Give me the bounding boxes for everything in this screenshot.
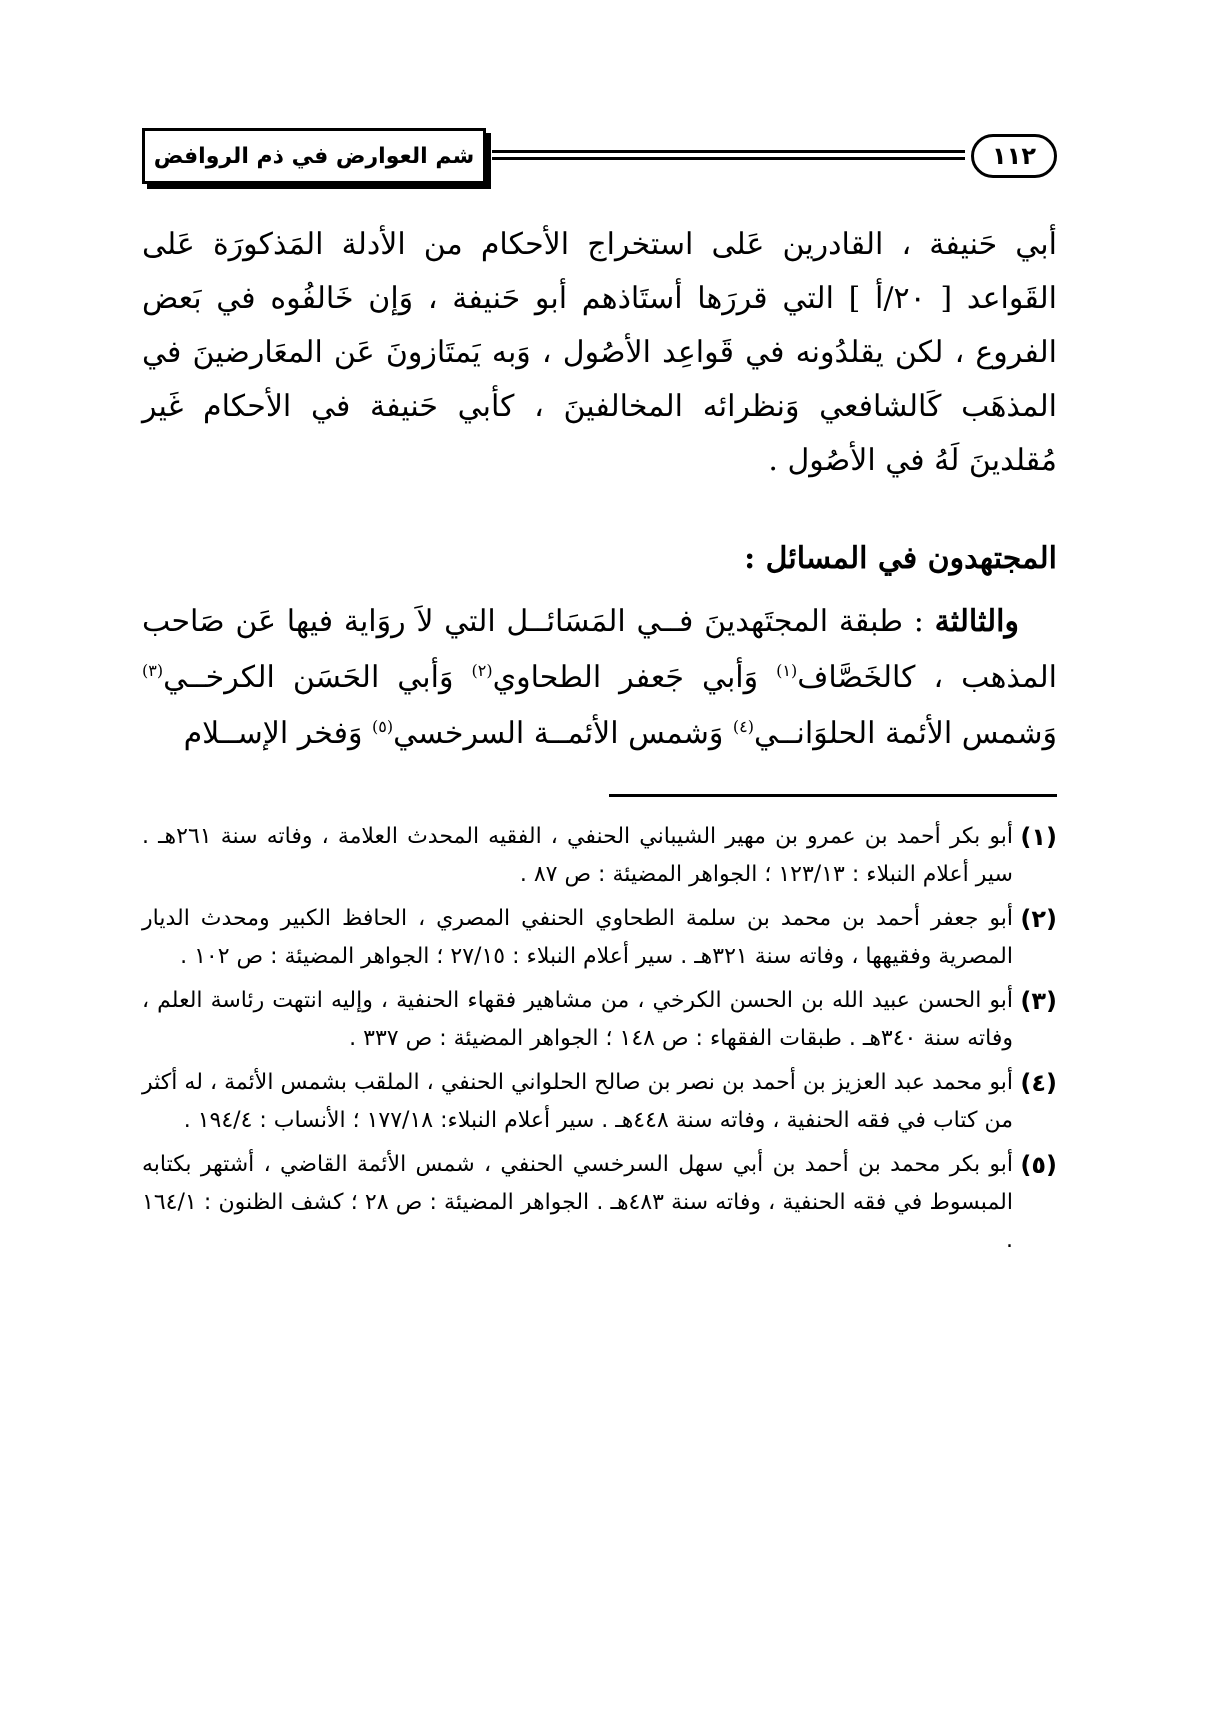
footnote: [142, 1146, 1057, 1260]
footnote-ref-1: (١): [776, 661, 798, 680]
running-title-box: [142, 128, 486, 184]
footnote-ref-2: (٢): [471, 661, 493, 680]
paragraph-2-part-3: وَأبي الحَسَن الكرخــي: [163, 660, 472, 695]
footnote-text: أبو بكر محمد بن أحمد بن أبي سهل السرخسي الحنفي ، شمس الأئمة القاضي ، أشتهر بكتابه المبسوط في فقه الحنفية ، وفاته سنة ٤٨٣هـ . الجواهر المضيئة : ص ٢٨ ؛ كشف الظنون : ١٦٤/١ .: [142, 1152, 1013, 1253]
page-number: ١١٢: [971, 134, 1057, 178]
section-heading: المجتهدون في المسائل :: [744, 541, 1057, 576]
footnote-text: أبو الحسن عبيد الله بن الحسن الكرخي ، من مشاهير فقهاء الحنفية ، وإليه انتهت رئاسة العلم ، وفاته سنة ٣٤٠هـ . طبقات الفقهاء : ص ١٤٨ ؛ الجواهر المضيئة : ص ٣٣٧ .: [142, 988, 1013, 1051]
footnote-ref-4: (٤): [732, 717, 754, 736]
footnote-text: أبو بكر أحمد بن عمرو بن مهير الشيباني الحنفي ، الفقيه المحدث العلامة ، وفاته سنة ٢٦١هـ . سير أعلام النبلاء : ١٢٣/١٣ ؛ الجواهر المضيئة : ص ٨٧ .: [142, 824, 1013, 887]
footnote-number: (٥): [1020, 1151, 1057, 1179]
footnote: [142, 1064, 1057, 1140]
header-double-rule: [492, 150, 965, 160]
footnote-number: (٤): [1020, 1069, 1057, 1097]
footnote: [142, 900, 1057, 976]
footnote-text: أبو محمد عبد العزيز بن أحمد بن نصر بن صالح الحلواني الحنفي ، الملقب بشمس الأئمة ، له أكثر من كتاب في فقه الحنفية ، وفاته سنة ٤٤٨هـ . سير أعلام النبلاء: ١٧٧/١٨ ؛ الأنساب : ١٩٤/٤ .: [142, 1070, 1013, 1133]
footnote-text: أبو جعفر أحمد بن محمد بن سلمة الطحاوي الحنفي المصري ، الحافظ الكبير ومحدث الديار المصرية وفقيهها ، وفاته سنة ٣٢١هـ . سير أعلام النبلاء : ٢٧/١٥ ؛ الجواهر المضيئة : ص ١٠٢ .: [142, 906, 1013, 969]
paragraph-2-part-1: : طبقة المجتَهدينَ فــي المَسَائــل التي لاَ روَاية فيها عَن صَاحب المذهب ، كالخَصَّاف: [142, 604, 1057, 695]
footnote-separator: [609, 794, 1057, 797]
footnote-number: (٢): [1020, 905, 1057, 933]
page-header: [142, 128, 1057, 190]
paragraph-1: أبي حَنيفة ، القادرين عَلى استخراج الأحكام من الأدلة المَذكورَة عَلى القَواعد [ ٢٠/أ ] التي قررَها أستَاذهم أبو حَنيفة ، وَإن خَالفُوه في بَعض الفروع ، لكن يقلدُونه في قَواعِد الأصُول ، وَبه يَمتَازونَ عَن المعَارضينَ في المذهَب كَالشافعي وَنظرائه المخالفينَ ، كأبي حَنيفة في الأحكام غَير مُقلدينَ لَهُ في الأصُول .: [142, 227, 1057, 478]
paragraph-lead-word: والثالثة: [934, 604, 1019, 639]
running-title: شم العوارض في ذم الروافض: [153, 143, 475, 169]
footnote: [142, 982, 1057, 1058]
footnote-ref-3: (٣): [142, 661, 164, 680]
footnote-ref-5: (٥): [372, 717, 394, 736]
footnotes: [142, 818, 1057, 1266]
main-text: [142, 218, 1057, 762]
footnote-number: (٣): [1020, 987, 1057, 1015]
paragraph-2-part-5: وَشمس الأئمــة السرخسي: [393, 716, 733, 751]
paragraph-2-part-4: وَشمس الأئمة الحلوَانــي: [753, 716, 1057, 751]
footnote-number: (١): [1020, 823, 1057, 851]
footnote: [142, 818, 1057, 894]
paragraph-2: [142, 594, 1057, 762]
paragraph-2-part-6: وَفخر الإســلام: [183, 716, 373, 751]
paragraph-2-part-2: وَأبي جَعفر الطحاوي: [492, 660, 777, 695]
